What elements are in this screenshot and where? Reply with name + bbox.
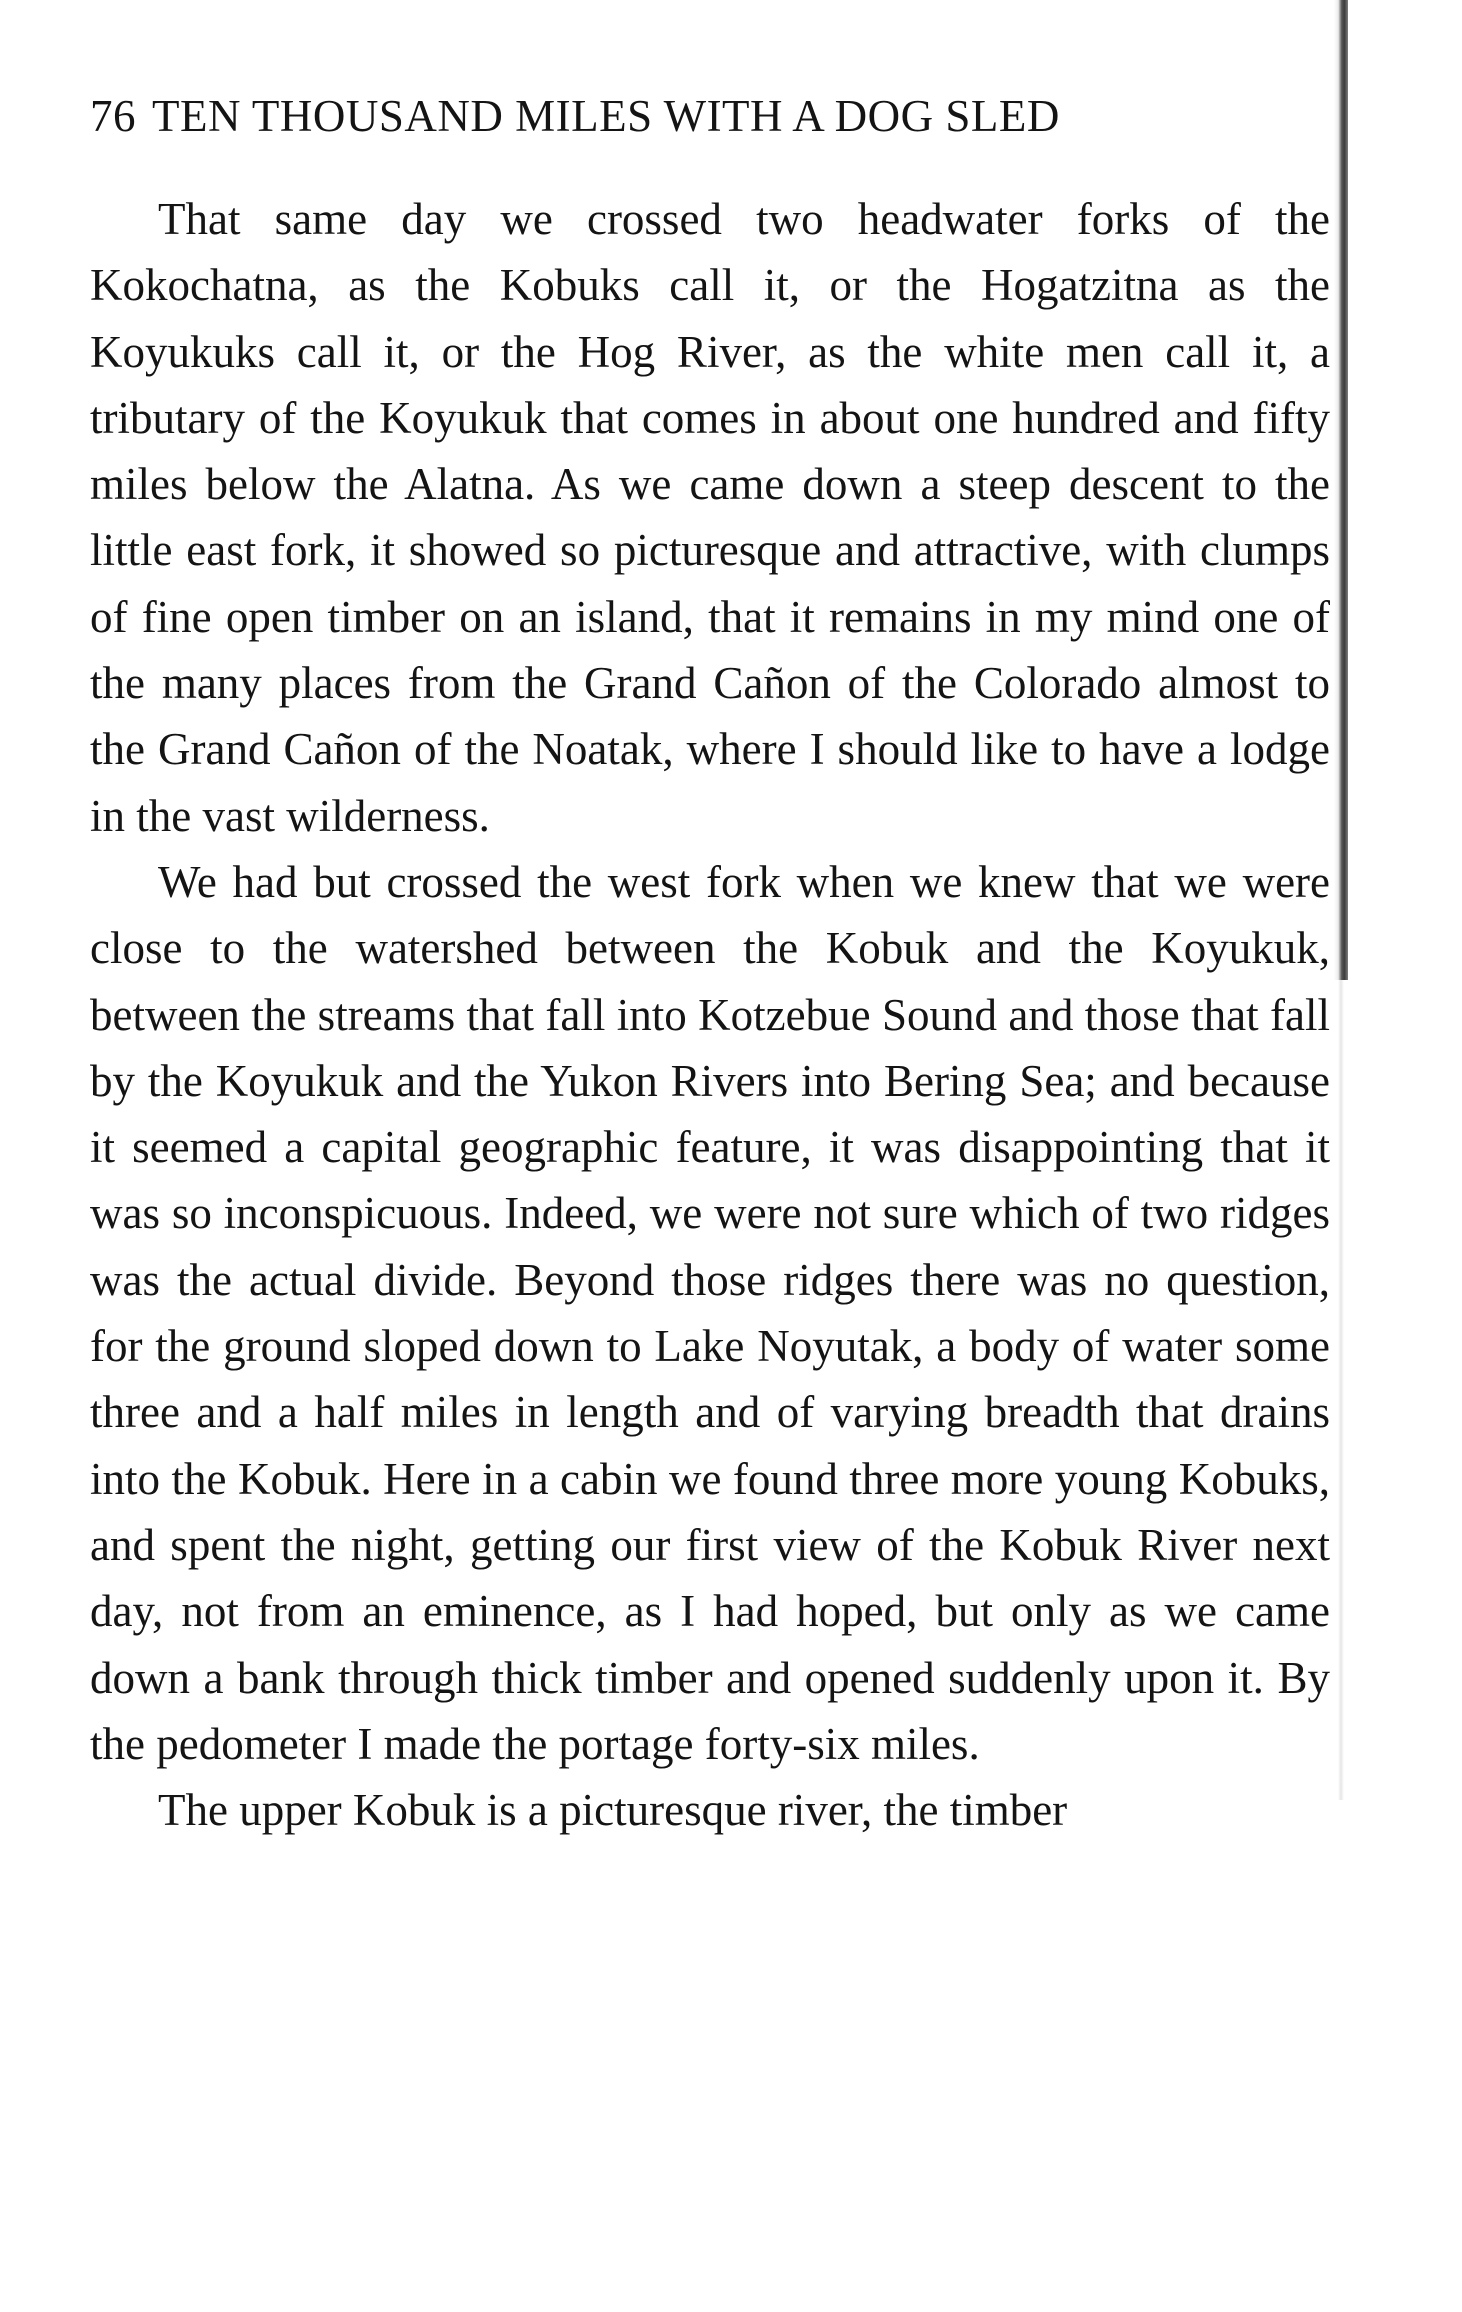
running-header [90, 88, 1330, 144]
scan-edge-shadow [1334, 0, 1348, 980]
scan-edge-shadow-lower [1338, 980, 1344, 1800]
body-text [90, 186, 1330, 1843]
paragraph: We had but crossed the west fork when we knew that we were close to the watershed between the Kobuk and the Koyukuk, between the streams that fall into Kotzebue Sound and those that fall by the Koyukuk and the Yukon Rivers into Bering Sea; and because it seemed a capital geographic feature, it was disappointing that it was so inconspicuous. Indeed, we were not sure which of two ridges was the actual divide. Beyond those ridges there was no question, for the ground sloped down to Lake Noyutak, a body of water some three and a half miles in length and of varying breadth that drains into the Kobuk. Here in a cabin we found three more young Kobuks, and spent the night, getting our first view of the Kobuk River next day, not from an eminence, as I had hoped, but only as we came down a bank through thick timber and opened suddenly upon it. By the pedometer I made the portage forty-six miles. [90, 856, 1330, 1769]
paragraph: The upper Kobuk is a picturesque river, the timber [158, 1785, 1068, 1836]
running-title: TEN THOUSAND MILES WITH A DOG SLED [152, 91, 1060, 141]
paragraph: That same day we crossed two headwater forks of the Kokochatna, as the Kobuks call it, or the Hogatzitna as the Koyukuks call it, or the Hog River, as the white men call it, a tributary of the Koyukuk that comes in about one hundred and fifty miles below the Alatna. As we came down a steep descent to the little east fork, it showed so picturesque and attractive, with clumps of fine open timber on an island, that it remains in my mind one of the many places from the Grand Cañon of the Colorado almost to the Grand Cañon of the Noatak, where I should like to have a lodge in the vast wilderness. [90, 194, 1330, 841]
page-number: 76 [90, 91, 136, 141]
